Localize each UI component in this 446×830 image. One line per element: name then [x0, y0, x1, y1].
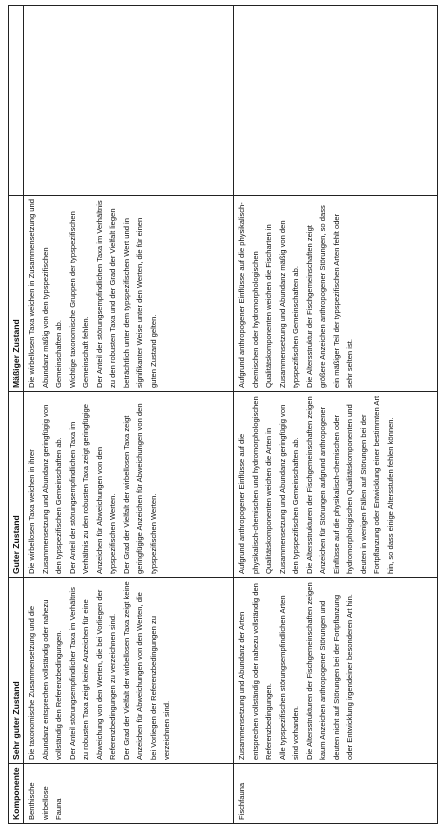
header-gut: Guter Zustand: [9, 392, 24, 578]
cell-paragraph: Zusammensetzung und Abundanz der Arten entsprechen vollständig oder nahezu vollständig den Referenzbedingungen.: [237, 583, 273, 760]
sehr-gut-cell: [24, 578, 234, 764]
cell-paragraph: Der Grad der Vielfalt der wirbellosen Taxa zeigt keine Anzeichen für Abweichungen von den Werten, die bei Vorliegen der Referenzbedingungen zu verzeichnen sind.: [121, 581, 171, 760]
header-komponente: Komponente: [9, 764, 24, 824]
cell-paragraph: Der Anteil der störungsempfindlichen Taxa im Verhältnis zu den robusten Taxa und der Grad der Vielfalt liegen beträchtlich unter dem typspezifischen Wert und in signifikanter Weise unter den Werten, die für einen guten Zustand gelten.: [94, 200, 158, 388]
empty-cell: [24, 6, 234, 196]
header-sehr-gut: Sehr guter Zustand: [9, 578, 24, 764]
cell-paragraph: Wichtige taxonomische Gruppen der typspezifischen Gemeinschaft fehlen.: [67, 211, 90, 388]
cell-paragraph: Der Grad der Vielfalt der wirbellosen Taxa zeigt geringfügige Anzeichen für Abweichungen von den typspezifischen Werten.: [121, 403, 158, 574]
component-cell: Benthische wirbellose Fauna: [24, 764, 234, 824]
maessig-cell: [24, 196, 234, 392]
sehr-gut-cell: [234, 578, 438, 764]
cell-paragraph: Der Anteil der störungsempfindlichen Taxa im Verhältnis zu den robusten Taxa zeigt geringfügige Anzeichen für Abweichungen von den typspezifischen Werten.: [67, 404, 117, 574]
cell-paragraph: Die Altersstrukturen der Fischgemeinschaften zeigen kaum Anzeichen anthropogener Störungen und deuten nicht auf Störungen bei der Fortpflanzung oder Entwicklung irgendeiner besonderen Art hin.: [304, 582, 354, 760]
rotated-table-container: [8, 6, 438, 824]
gut-cell: [24, 392, 234, 578]
cell-paragraph: Aufgrund anthropogener Einflüsse auf die physikalisch-chemischen und hydromorphologischen Qualitätskomponenten weichen die Arten in Zusammensetzung und Abundanz geringfügig von den typspezifischen Gemeinschaften ab.: [237, 396, 300, 574]
header-empty: [9, 6, 24, 196]
cell-paragraph: Aufgrund anthropogener Einflüsse auf die physikalisch-chemischen oder hydromorphologischen Qualitätskomponenten weichen die Fischarten in Zusammensetzung und Abundanz mäßig von den typspezifischen Gemeinschaften ab.: [237, 202, 300, 388]
gut-cell: [234, 392, 438, 578]
cell-paragraph: Die wirbellosen Taxa weichen in ihrer Zusammensetzung und Abundanz geringfügig von den typspezifischen Gemeinschaften ab.: [27, 404, 63, 574]
cell-paragraph: Alle typspezifischen störungsempfindlichen Arten sind vorhanden.: [277, 595, 300, 760]
cell-paragraph: Die Altersstrukturen der Fischgemeinschaften zeigen Anzeichen für Störungen aufgrund anthropogener Einflüsse auf die physikalisch-chemischen oder hydromorphologischen Qualitätskomponenten und deuten in wenigen Fällen auf Störungen bei der Fortpflanzung oder Entwicklung einer bestimmten Art hin, so dass einige Altersstufen fehlen können.: [304, 395, 395, 574]
table-row: [234, 6, 438, 824]
table-row: [24, 6, 234, 824]
table-header-row: [9, 6, 24, 824]
empty-cell: [234, 6, 438, 196]
cell-paragraph: Die Altersstruktur der Fischgemeinschaften zeigt größere Anzeichen anthropogener Störungen, so dass ein mäßiger Teil der typspezifischen Arten fehlt oder sehr selten ist.: [304, 205, 354, 388]
cell-paragraph: Die taxonomische Zusammensetzung und die Abundanz entsprechen vollständig oder nahezu vollständig den Referenzbedingungen.: [27, 599, 63, 760]
header-maessig: Mäßiger Zustand: [9, 196, 24, 392]
cell-paragraph: Der Anteil störungsempfindlicher Taxa im Verhältnis zu robusten Taxa zeigt keine Anzeichen für eine Abweichung von den Werten, die bei Vorliegen der Referenzbedingungen zu verzeichnen sind.: [67, 587, 117, 760]
component-cell: Fischfauna: [234, 764, 438, 824]
cell-paragraph: Die wirbellosen Taxa weichen in Zusammensetzung und Abundanz mäßig von den typspezifischen Gemeinschaften ab.: [27, 199, 63, 388]
quality-status-table: [8, 5, 438, 824]
maessig-cell: [234, 196, 438, 392]
